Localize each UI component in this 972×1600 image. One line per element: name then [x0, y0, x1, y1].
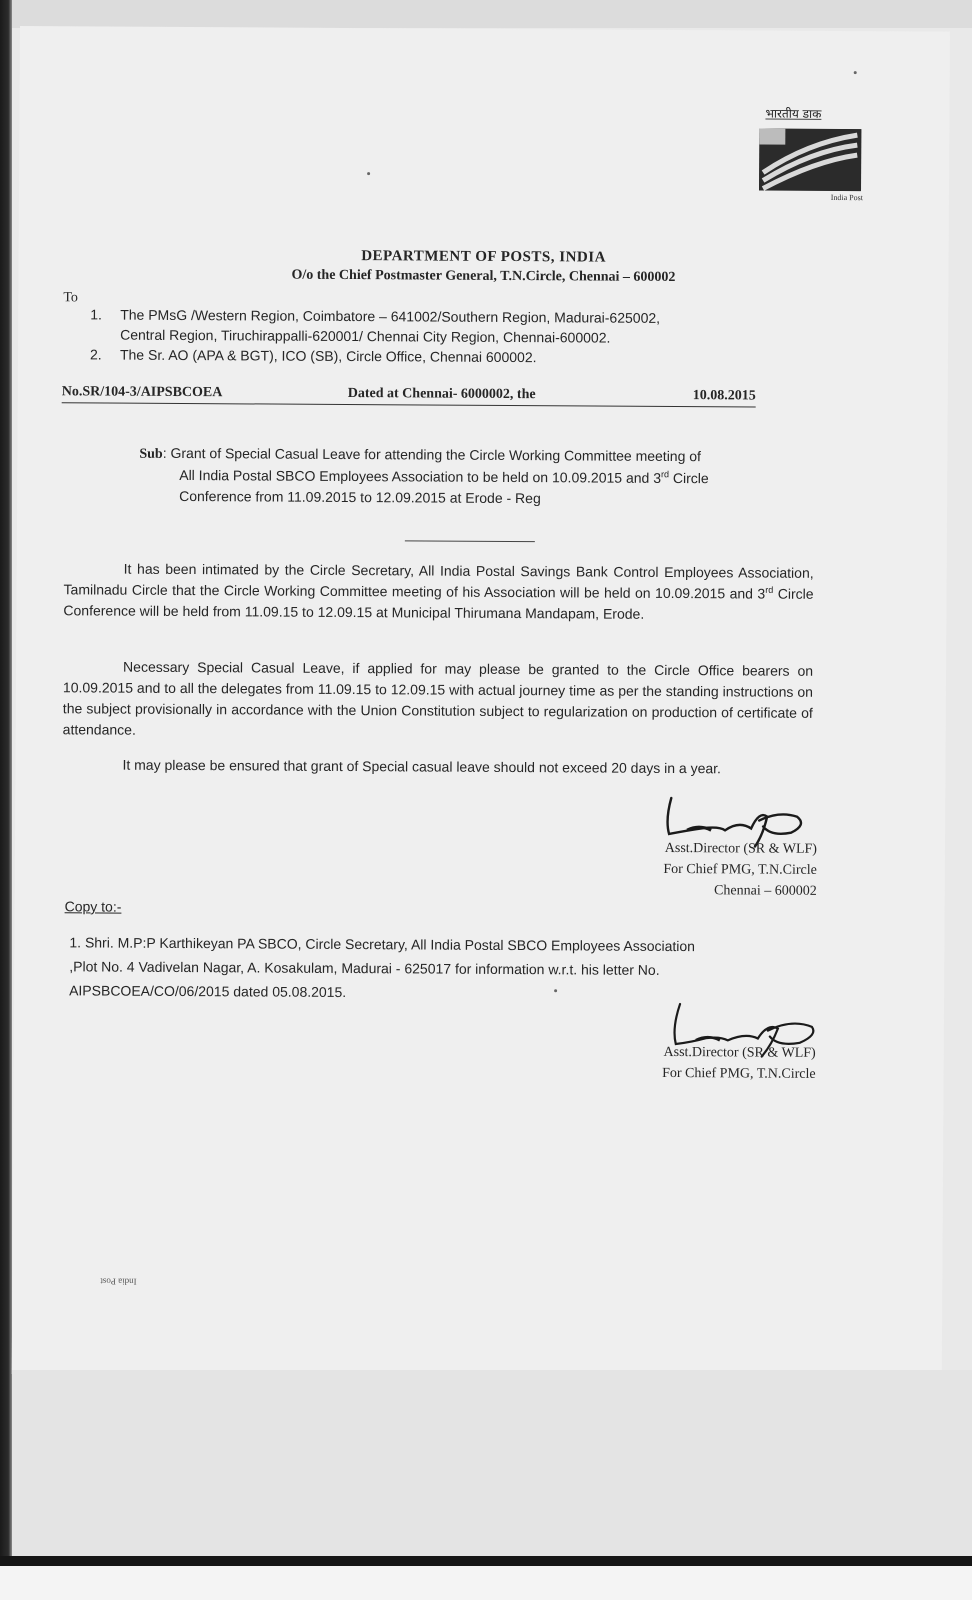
scan-speck: [367, 172, 370, 175]
addressee-number: 1.: [90, 306, 102, 323]
paragraph-3: [62, 754, 812, 780]
signature-block-1: [663, 838, 817, 902]
signatory-designation: Asst.Director (SR & WLF): [663, 1044, 816, 1061]
superscript: rd: [661, 469, 670, 480]
copy-to-label: Copy to:-: [64, 898, 122, 915]
paragraph-1-text: It has been intimated by the Circle Secretary, All India Postal Savings Bank Control Employees Association, Tamilnadu Circle that the Circle Working Committee meeting of his Association will be held on 10.09.2015 and 3: [63, 560, 814, 602]
scan-speck: [854, 71, 857, 74]
reference-number: No.SR/104-3/AIPSBCOEA: [61, 384, 223, 401]
scan-speck: [554, 989, 557, 992]
paragraph-3-text: It may please be ensured that grant of Special casual leave should not exceed 20 days in a year.: [122, 756, 722, 777]
signature-block-2: [662, 1042, 816, 1085]
scan-left-edge: [0, 0, 12, 1600]
signatory-place: Chennai – 600002: [714, 883, 817, 899]
reference-date: 10.08.2015: [692, 388, 756, 404]
scan-top-strip: [12, 0, 972, 28]
signatory-designation: Asst.Director (SR & WLF): [664, 840, 818, 857]
to-label: To: [63, 290, 78, 306]
subject-line-2-end: Circle: [668, 469, 709, 487]
logo-caption: India Post: [830, 192, 863, 203]
department-heading: DEPARTMENT OF POSTS, INDIA: [361, 248, 607, 266]
subject-line-1: : Grant of Special Casual Leave for attending the Circle Working Committee meeting of: [162, 444, 702, 465]
logo-hindi-text: भारतीय डाक: [765, 106, 822, 121]
scan-bottom-margin: [0, 1566, 972, 1600]
addressee-1-line-2: Central Region, Tiruchirappalli-620001/ Chennai City Region, Chennai-600002.: [120, 326, 611, 346]
copy-line-2: ,Plot No. 4 Vadivelan Nagar, A. Kosakulam, Madurai - 625017 for information w.r.t. his letter No.: [69, 958, 660, 978]
india-post-emblem-icon: [759, 129, 861, 192]
copy-line-1: 1. Shri. M.P:P Karthikeyan PA SBCO, Circle Secretary, All India Postal SBCO Employees Association: [69, 934, 696, 955]
scan-bottom-edge: [0, 1556, 972, 1566]
india-post-logo: [759, 105, 864, 204]
paragraph-2-text: Necessary Special Casual Leave, if applied for may please be granted to the Circle Office bearers on 10.09.2015 and to all the delegates from 11.09.15 to 12.09.15 with actual journey time as per the standing instructions on the subject provisionally in accordance with the Union Constitution subject to regularization on production of certificate of attendance.: [62, 658, 814, 738]
addressee-1: [90, 306, 660, 325]
subject-label: Sub: [139, 446, 163, 462]
reference-line: [62, 384, 756, 407]
copy-recipient-1: [69, 930, 829, 1007]
paragraph-1-text-end: Circle Conference will be held from 11.09.15 to 12.09.15 at Municipal Thirumana Mandapam, Erode.: [63, 585, 814, 622]
scan-background: [12, 1370, 972, 1560]
copy-line-3: AIPSBCOEA/CO/06/2015 dated 05.08.2015.: [69, 982, 347, 1001]
reference-dated: Dated at Chennai- 6000002, the: [347, 386, 536, 403]
letter-page: [12, 26, 950, 1380]
addressee-line: The Sr. AO (APA & BGT), ICO (SB), Circle Office, Chennai 600002.: [119, 346, 537, 366]
signatory-for: For Chief PMG, T.N.Circle: [662, 1065, 816, 1082]
office-heading: O/o the Chief Postmaster General, T.N.Circle, Chennai – 600002: [291, 267, 676, 286]
subject-line-3: Conference from 11.09.2015 to 12.09.2015 at Erode - Reg: [179, 487, 541, 507]
addressee-line: The PMsG /Western Region, Coimbatore – 641002/Southern Region, Madurai-625002,: [120, 306, 661, 326]
subject-block: [139, 443, 809, 511]
addressee-2: [90, 346, 537, 365]
paragraph-1: [63, 558, 813, 626]
paragraph-2: [63, 656, 813, 745]
subject-line-2: All India Postal SBCO Employees Association to be held on 10.09.2015 and 3: [179, 466, 662, 486]
bleed-through-text: India Post: [100, 1276, 137, 1287]
addressee-number: 2.: [89, 346, 102, 363]
subject-divider: [405, 540, 535, 542]
signatory-for: For Chief PMG, T.N.Circle: [663, 861, 817, 878]
superscript: rd: [765, 584, 774, 595]
